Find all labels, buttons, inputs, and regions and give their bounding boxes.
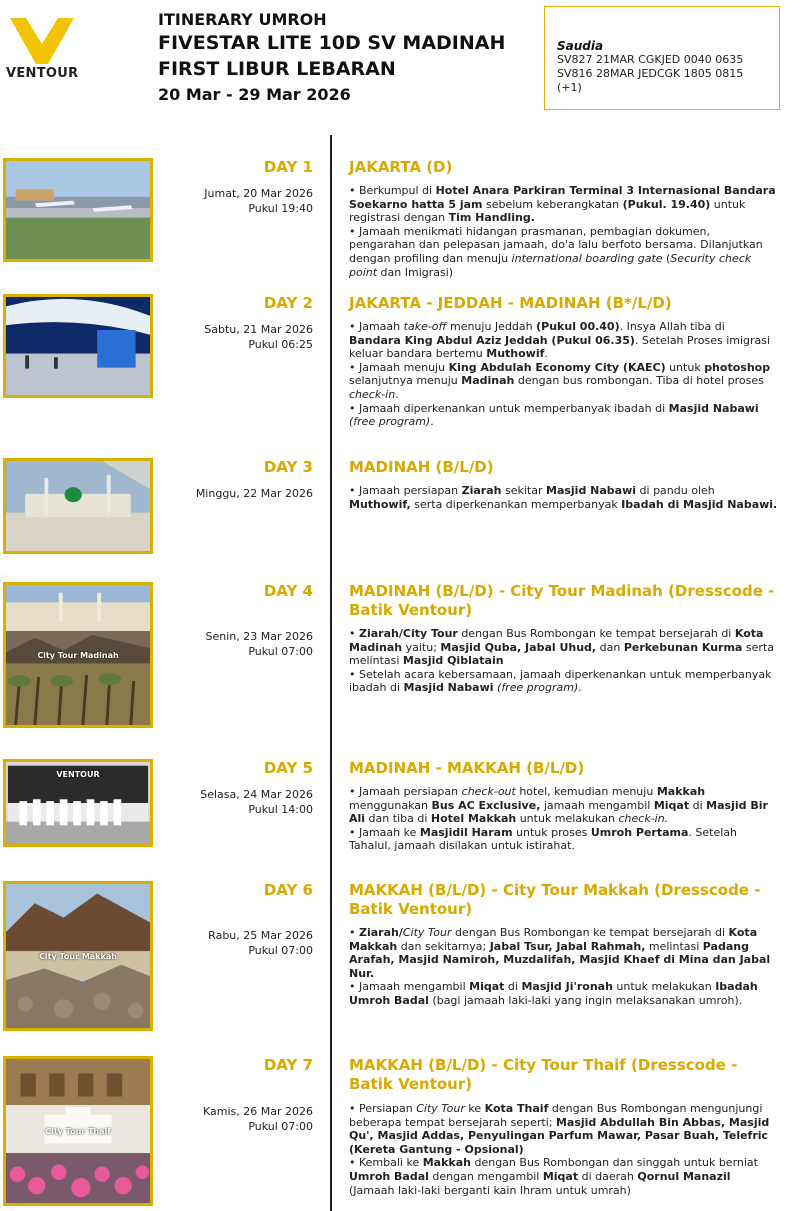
description-text: di pandu oleh	[636, 484, 715, 497]
day-photo-image	[6, 161, 150, 259]
day-title: MADINAH (B/L/D)	[349, 458, 494, 476]
description-text: • Jamaah ke	[349, 825, 420, 839]
day-date-text: Senin, 23 Mar 2026	[205, 630, 313, 643]
description-text: Muthowif	[486, 347, 545, 361]
description-text: • Berkumpul di	[349, 184, 436, 197]
description-text: • Jamaah mengambil	[349, 980, 470, 994]
description-text: untuk registrasi dengan	[349, 197, 746, 225]
day-date-text: Sabtu, 21 Mar 2026	[204, 323, 313, 336]
description-text: dengan mengambil	[428, 1169, 543, 1183]
photo-caption: City Tour Thaif	[45, 1127, 111, 1136]
description-text: dan	[596, 640, 624, 654]
day-label: DAY 3	[263, 458, 313, 476]
description-text: Masjid Abdullah Bin Abbas, Masjid Qu', Masjid Addas, Penyulingan Parfum Mawar, Pasar Buah, Telefric (Kereta Gantung - Opsional)	[349, 1115, 770, 1156]
description-text: yaitu;	[402, 640, 441, 654]
description-paragraph	[349, 184, 779, 225]
description-text: Miqat	[653, 798, 690, 812]
day-photo	[3, 1056, 153, 1206]
description-text: Jabal Tsur, Jabal Rahmah,	[489, 939, 646, 953]
description-text: Bandara King Abdul Aziz Jeddah (Pukul 06.35)	[349, 333, 635, 347]
day-title: MADINAH - MAKKAH (B/L/D)	[349, 759, 585, 777]
photo-caption: City Tour Makkah	[39, 952, 117, 961]
description-text: • Setelah acara kebersamaan, jamaah diperkenankan untuk memperbanyak ibadah di	[349, 667, 772, 695]
description-text: • Kembali ke	[349, 1156, 423, 1170]
day-date-text: Rabu, 25 Mar 2026	[208, 929, 313, 942]
day-date-text: Minggu, 22 Mar 2026	[195, 487, 313, 500]
description-text: sekitar	[501, 484, 546, 497]
description-text: Masjid Ji'ronah	[521, 980, 613, 994]
day-photo	[3, 881, 153, 1031]
description-text: di	[504, 980, 522, 994]
day-label: DAY 6	[263, 881, 313, 899]
day-photo-image	[6, 461, 150, 551]
description-text: sebelum keberangkatan	[482, 197, 623, 211]
description-text: take-off	[403, 320, 447, 333]
description-text: Masjid Bir Ali	[349, 798, 768, 826]
day-date	[160, 322, 313, 352]
description-text: dan sekitarnya;	[397, 939, 490, 953]
description-text: check-out	[461, 785, 516, 798]
day-title: MADINAH (B/L/D) - City Tour Madinah (Dresscode - Batik Ventour)	[349, 582, 775, 619]
description-text: Perkebunan Kurma	[623, 640, 743, 654]
description-text: untuk melakukan	[612, 980, 716, 994]
description-text: dan Imigrasi)	[377, 265, 454, 279]
day-time-text: Pukul 07:00	[248, 944, 313, 957]
itinerary-title	[158, 10, 538, 106]
description-text: Kota Thaif	[484, 1102, 549, 1115]
title-line-2: FIVESTAR LITE 10D SV MADINAH	[158, 32, 506, 54]
description-text: hotel, kemudian menuju	[515, 785, 657, 798]
description-text: City Tour	[402, 926, 452, 939]
description-text: menuju Jeddah	[446, 320, 537, 333]
day-photo	[3, 582, 153, 728]
description-text: • Jamaah persiapan	[349, 484, 462, 497]
ventour-v-logo-icon	[8, 14, 76, 66]
day-description	[349, 926, 779, 1008]
description-text: Masjid Nabawi	[403, 681, 494, 695]
description-text: Hotel Makkah	[430, 812, 517, 826]
description-text: . Insya Allah tiba di	[619, 320, 725, 333]
description-text: dengan Bus Rombongan dan singgah untuk berniat	[470, 1156, 758, 1170]
description-text: Hotel Anara Parkiran Terminal 3 Internasional Bandara Soekarno hatta 5 jam	[349, 184, 776, 211]
description-text: Masjid Nabawi	[546, 484, 637, 497]
description-text: . Setelah Proses imigrasi keluar bandara bertemu	[349, 333, 771, 361]
description-text: • Persiapan	[349, 1102, 417, 1115]
description-text: Ziarah	[461, 484, 502, 497]
description-text: check-in.	[618, 812, 669, 826]
flight-leg: SV816 28MAR JEDCGK 1805 0815 (+1)	[557, 67, 744, 94]
day-photo	[3, 294, 153, 398]
description-paragraph	[349, 980, 779, 1007]
description-paragraph	[349, 402, 779, 429]
description-text: Ziarah/City Tour	[359, 627, 458, 640]
description-text: King Abdulah Economy City (KAEC)	[448, 360, 666, 374]
description-text: •	[349, 627, 359, 640]
description-text: .	[395, 387, 399, 401]
description-text: Umroh Badal	[349, 1169, 429, 1183]
description-text: dengan Bus Rombongan ke tempat bersejarah di	[451, 926, 729, 939]
airline-name: Saudia	[557, 39, 604, 53]
day-description	[349, 627, 779, 695]
day-photo	[3, 458, 153, 554]
description-text: (	[662, 251, 671, 265]
day-time-text: Pukul 06:25	[248, 338, 313, 351]
description-text: • Jamaah menuju	[349, 360, 449, 374]
description-paragraph	[349, 225, 779, 279]
description-text: selanjutnya menuju	[349, 374, 462, 388]
day-description	[349, 184, 779, 279]
description-text: Masjidil Haram	[419, 825, 513, 839]
day-title: MAKKAH (B/L/D) - City Tour Thaif (Dresscode - Batik Ventour)	[349, 1056, 738, 1093]
day-label: DAY 2	[263, 294, 313, 312]
description-text: Masjid Quba, Jabal Uhud,	[440, 640, 597, 654]
description-paragraph	[349, 1156, 779, 1197]
day-label: DAY 5	[263, 759, 313, 777]
description-text: untuk melakukan	[516, 812, 619, 826]
day-description	[349, 320, 779, 429]
description-text: dengan Bus Rombongan mengunjungi beberapa tempat bersejarah seperti;	[349, 1102, 763, 1129]
description-paragraph	[349, 627, 779, 668]
brand-name: VENTOUR	[6, 66, 79, 81]
day-label: DAY 1	[263, 158, 313, 176]
day-date	[160, 629, 313, 659]
description-text: photoshop	[704, 360, 771, 374]
description-text: international boarding gate	[511, 251, 663, 265]
description-text: Bus AC Exclusive,	[431, 798, 541, 812]
day-title: MAKKAH (B/L/D) - City Tour Makkah (Dresscode - Batik Ventour)	[349, 881, 761, 918]
description-text: (bagi jamaah laki-laki yang ingin melaksanakan umroh).	[428, 993, 743, 1007]
description-text: dan tiba di	[365, 812, 431, 826]
description-paragraph	[349, 826, 779, 853]
description-text: melintasi	[645, 939, 703, 953]
day-date	[160, 787, 313, 817]
description-text: untuk proses	[512, 825, 591, 839]
description-paragraph	[349, 926, 779, 980]
description-text: . Setelah Tahalul, jamaah disilakan untuk istirahat.	[349, 825, 737, 853]
trip-dates: 20 Mar - 29 Mar 2026	[158, 85, 351, 104]
title-line-3: FIRST LIBUR LEBARAN	[158, 58, 396, 80]
description-text: (Jamaah laki-laki berganti kain Ihram untuk umrah)	[349, 1183, 631, 1197]
description-text: check-in	[349, 387, 396, 401]
description-text: Ibadah di Masjid Nabawi.	[621, 497, 778, 511]
description-paragraph	[349, 668, 779, 695]
title-line-1: ITINERARY UMROH	[158, 10, 327, 29]
day-label: DAY 4	[263, 582, 313, 600]
description-text: Padang Arafah, Masjid Namiroh, Muzdalifah, Masjid Khaef di Mina dan Jabal Nur.	[349, 939, 771, 980]
description-text: Qornul Manazil	[637, 1169, 731, 1183]
description-text: .	[578, 681, 582, 695]
description-text: Makkah	[422, 1156, 471, 1170]
description-paragraph	[349, 1102, 779, 1156]
description-text: serta melintasi	[349, 640, 774, 668]
day-time-text: Pukul 14:00	[248, 803, 313, 816]
description-text: di daerah	[578, 1169, 638, 1183]
day-description	[349, 785, 779, 853]
description-text: (Pukul 00.40)	[536, 320, 620, 333]
day-title: JAKARTA - JEDDAH - MADINAH (B*/L/D)	[349, 294, 672, 312]
day-date-text: Kamis, 26 Mar 2026	[203, 1105, 313, 1118]
description-text: • Jamaah diperkenankan untuk memperbanyak ibadah di	[349, 401, 669, 415]
description-text: Madinah	[461, 374, 515, 388]
description-text: • Jamaah menikmati hidangan prasmanan, pembagian dokumen, pengarahan dan pelepasan jamaah, do'a lalu berfoto bersama. Dilanjutkan dengan profiling dan menuju	[349, 224, 763, 265]
description-paragraph	[349, 785, 779, 826]
photo-caption: VENTOUR	[56, 770, 100, 779]
description-text: Umroh Pertama	[590, 825, 689, 839]
description-text: Kota Madinah	[349, 627, 764, 654]
description-text: Muthowif,	[349, 497, 411, 511]
description-text: (free program)	[497, 681, 579, 695]
description-text: di	[689, 798, 707, 812]
description-text: .	[544, 347, 548, 361]
description-text: dengan bus rombongan. Tiba di hotel proses	[514, 374, 764, 388]
day-time-text: Pukul 07:00	[248, 1120, 313, 1133]
day-date	[160, 186, 313, 216]
day-time-text: Pukul 07:00	[248, 645, 313, 658]
description-text: Makkah	[656, 785, 706, 798]
description-text: .	[430, 415, 434, 429]
description-text: serta diperkenankan memperbanyak	[410, 497, 622, 511]
description-text: Ibadah Umroh Badal	[349, 980, 758, 1007]
description-paragraph	[349, 361, 779, 402]
day-time-text: Pukul 19:40	[248, 202, 313, 215]
description-text: (free program)	[349, 415, 431, 429]
description-text: Security check point	[349, 251, 752, 279]
description-text: Masjid Nabawi	[668, 401, 759, 415]
description-text: Miqat	[542, 1169, 579, 1183]
day-label: DAY 7	[263, 1056, 313, 1074]
description-text: •	[349, 926, 359, 939]
day-photo	[3, 759, 153, 847]
photo-caption: City Tour Madinah	[37, 651, 119, 660]
day-photo	[3, 158, 153, 262]
timeline-divider	[330, 135, 332, 1211]
description-paragraph	[349, 484, 779, 511]
description-text: City Tour	[416, 1102, 465, 1115]
day-title: JAKARTA (D)	[349, 158, 453, 176]
day-description	[349, 484, 779, 511]
day-date	[160, 1104, 313, 1134]
description-text: Tim Handling.	[448, 211, 535, 225]
description-text: Kota Makkah	[349, 926, 758, 953]
description-text: • Jamaah persiapan	[349, 785, 462, 798]
flight-leg: SV827 21MAR CGKJED 0040 0635	[557, 53, 744, 66]
description-text: jamaah mengambil	[540, 798, 654, 812]
day-date-text: Jumat, 20 Mar 2026	[204, 187, 313, 200]
description-text: Masjid Qiblatain	[402, 654, 504, 668]
description-text: dengan Bus Rombongan ke tempat bersejarah di	[457, 627, 735, 640]
description-text: Miqat	[469, 980, 505, 994]
description-text: Ziarah/	[359, 926, 403, 939]
description-text: untuk	[665, 360, 705, 374]
flight-info-box	[544, 6, 780, 110]
description-text: menggunakan	[349, 798, 432, 812]
ventour-logo	[6, 14, 86, 84]
description-text: ke	[464, 1102, 485, 1115]
day-photo-image	[6, 297, 150, 395]
day-date	[160, 486, 313, 501]
description-text: (Pukul. 19.40)	[622, 197, 711, 211]
description-paragraph	[349, 320, 779, 361]
description-text: • Jamaah	[349, 320, 404, 333]
day-date-text: Selasa, 24 Mar 2026	[200, 788, 313, 801]
day-date	[160, 928, 313, 958]
day-description	[349, 1102, 779, 1197]
